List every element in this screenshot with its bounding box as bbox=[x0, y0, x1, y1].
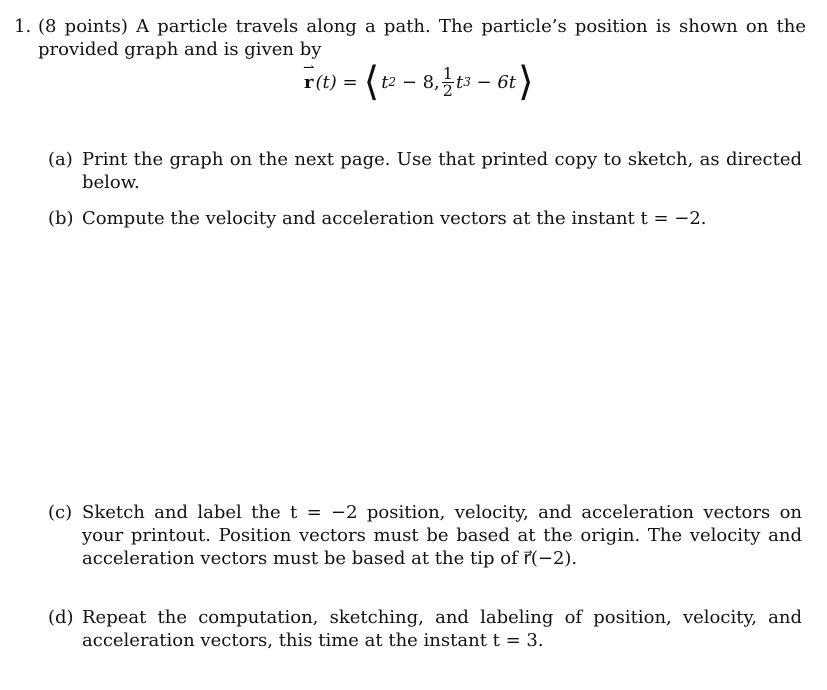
vector-arrow-icon: ⇀ bbox=[303, 59, 315, 76]
part-a bbox=[48, 148, 802, 194]
component-1-rest: − 8, bbox=[396, 71, 440, 93]
part-b-text: Compute the velocity and acceleration vectors at the instant t = −2. bbox=[82, 208, 707, 229]
position-equation: ⇀ r (t) = ⟨ t 2 − 8, $\frac{1}{2}$ t 3 − 6t ⟩ bbox=[304, 58, 536, 106]
part-b bbox=[48, 207, 802, 230]
part-a-label: (a) bbox=[48, 149, 73, 170]
part-c bbox=[48, 501, 802, 570]
component-2-var: t bbox=[455, 71, 464, 93]
left-angle-bracket: ⟨ bbox=[363, 59, 380, 105]
vector-r-letter: r bbox=[304, 71, 314, 93]
equation-lhs-arg: (t) = bbox=[315, 71, 358, 93]
component-1-var: t bbox=[381, 71, 389, 93]
part-d-label: (d) bbox=[48, 607, 74, 628]
problem-number: 1. bbox=[14, 16, 32, 37]
right-angle-bracket: ⟩ bbox=[518, 59, 534, 105]
fraction-denominator: 2 bbox=[442, 80, 453, 100]
problem-block bbox=[14, 15, 806, 61]
fraction-one-half bbox=[442, 63, 454, 100]
part-a-text: Print the graph on the next page. Use that printed copy to sketch, as directed below. bbox=[82, 149, 802, 193]
part-c-text: Sketch and label the t = −2 position, velocity, and acceleration vectors on your printout. Position vectors must be based at the origin. The velocity and acceleration vectors must be based at the tip of r⃗(−2). bbox=[82, 502, 802, 569]
problem-intro: (8 points) A particle travels along a path. The particle’s position is shown on the provided graph and is given by bbox=[38, 16, 806, 60]
part-b-label: (b) bbox=[48, 208, 74, 229]
part-d bbox=[48, 606, 802, 652]
component-2-rest: − 6t bbox=[470, 71, 517, 93]
part-d-text: Repeat the computation, sketching, and labeling of position, velocity, and acceleration vectors, this time at the instant t = 3. bbox=[82, 607, 802, 651]
fraction-numerator: 1 bbox=[442, 63, 453, 83]
part-c-label: (c) bbox=[48, 502, 73, 523]
vector-r bbox=[303, 59, 315, 94]
